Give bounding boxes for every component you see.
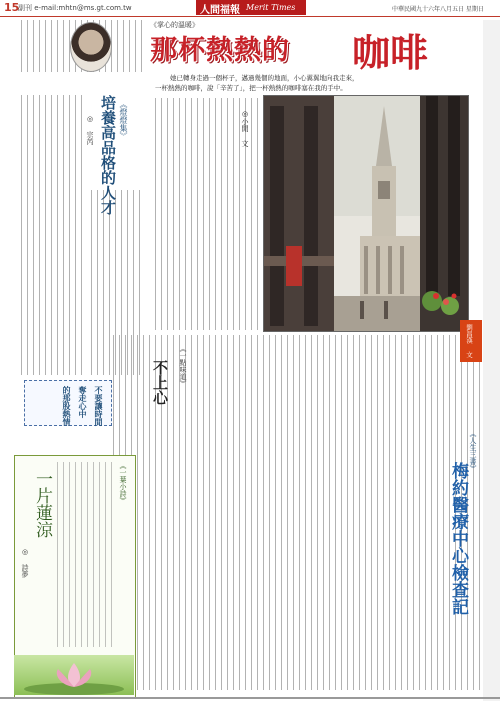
side-strip [483,20,500,701]
center-tag: 《一點味道》 [179,345,187,387]
feature-kicker: 《掌心的溫暖》 [150,21,199,29]
page-number: 15 [4,1,20,14]
feature-subtitle-line1: 她已轉身走過一個杯子，邁過幾個的地面，小心翼翼地向我走來， [170,74,359,82]
left-byline: ◎ 宗芮 [86,115,94,145]
quote-line-3: 的那股熱情 [62,386,72,426]
right-title: 梅約醫療中心檢查記 [448,462,468,615]
author-photo [70,22,112,72]
section-label: 副刊 e-mail:mhtn@ms.gt.com.tw [18,4,132,12]
bottom-rule [0,697,500,699]
quote-line-1: 不要讓時間 [94,386,104,426]
poem-body [52,462,112,647]
left-tag: 《燈燈集》 [119,100,128,140]
header-date: 中華民國九十六年八月五日 星期日 [392,6,484,13]
poem-title: 一片蓮涼 [32,470,52,538]
left-body-right [88,190,140,375]
lotus-icon [14,655,134,695]
center-title: 不上心 [151,360,169,405]
poem-tag: 《一葉小詩》 [119,462,127,504]
feature-subtitle-line2: 一杯熱熱的咖啡，說「辛苦了」，把一杯熱熱的咖啡塞在我的手中。 [155,84,347,92]
feature-byline: ◎小閒 文 [241,110,249,147]
left-body-main [20,95,82,375]
right-tag: 《人生三書》 [469,430,477,472]
quote-line-2: 奪走心中 [78,386,88,418]
left-title: 培養高品格的人才 [99,95,117,215]
watercolor-painting [263,95,469,332]
feature-title-part1: 那杯熱熱的 [150,35,290,66]
feature-title-part2: 咖啡 [352,31,429,75]
masthead-subtitle: Merit Times [246,3,296,12]
poem-byline: ◎ 詩夢 [21,548,29,578]
masthead-title: 人間福報 [200,5,240,16]
church-painting-image [264,96,468,331]
author-label: 劉昌漢 文 [465,324,473,358]
poem-lotus-illustration [14,655,134,695]
